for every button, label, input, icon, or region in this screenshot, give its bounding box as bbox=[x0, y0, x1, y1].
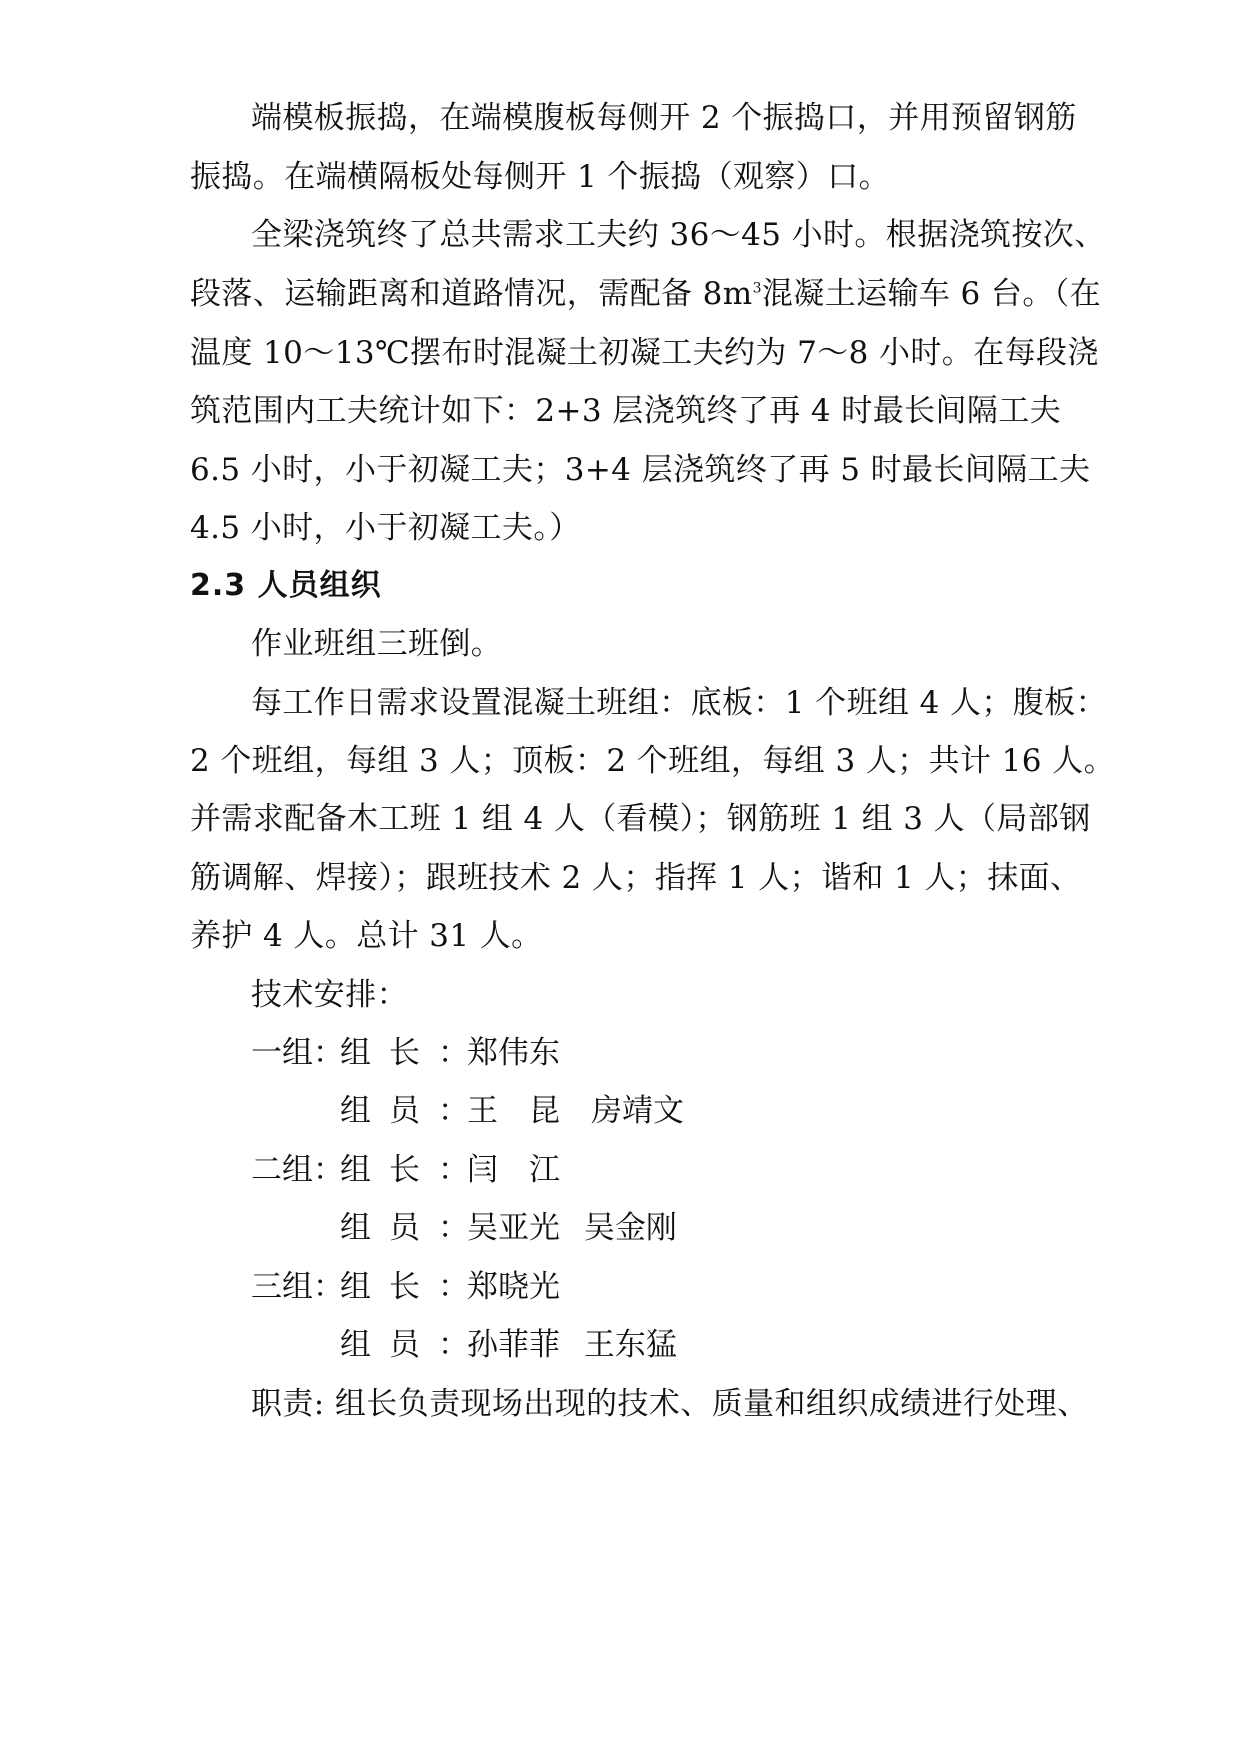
paragraph-line: 6.5 小时，小于初凝工夫；3+4 层浇筑终了再 5 时最长间隔工夫 bbox=[190, 452, 1091, 488]
paragraph-line: 全梁浇筑终了总共需求工夫约 36～45 小时。根据浇筑按次、 bbox=[251, 217, 1106, 253]
paragraph-line: 养护 4 人。总计 31 人。 bbox=[190, 918, 543, 954]
team-label: 三组： bbox=[251, 1269, 344, 1305]
paragraph-line: 并需求配备木工班 1 组 4 人（看模）；钢筋班 1 组 3 人（局部钢 bbox=[190, 801, 1091, 837]
arrangement-label: 技术安排： bbox=[251, 977, 408, 1013]
paragraph-line: 2 个班组，每组 3 人；顶板：2 个班组，每组 3 人；共计 16 人。 bbox=[190, 743, 1115, 779]
team-leader: 郑晓光 bbox=[467, 1269, 560, 1305]
duties-line: 职责: 组长负责现场出现的技术、质量和组织成绩进行处理、 bbox=[251, 1386, 1089, 1422]
paragraph-line: 筑范围内工夫统计如下：2+3 层浇筑终了再 4 时最长间隔工夫 bbox=[190, 393, 1062, 429]
paragraph-line: 作业班组三班倒。 bbox=[251, 626, 503, 662]
text-fragment: 混凝土运输车 6 台。（在 bbox=[761, 276, 1102, 312]
leader-role-label: 组长： bbox=[340, 1269, 487, 1305]
team-members: 孙菲菲 王东猛 bbox=[467, 1327, 677, 1363]
leader-role-label: 组长： bbox=[340, 1035, 487, 1071]
team-leader: 郑伟东 bbox=[467, 1035, 560, 1071]
section-heading: 2.3 人员组织 bbox=[190, 568, 382, 603]
team-members: 吴亚光 吴金刚 bbox=[467, 1210, 677, 1246]
paragraph-line: 端模板振捣，在端模腹板每侧开 2 个振捣口，并用预留钢筋 bbox=[251, 100, 1077, 136]
paragraph-line: 每工作日需求设置混凝土班组：底板：1 个班组 4 人；腹板： bbox=[251, 685, 1108, 721]
member-role-label: 组员： bbox=[340, 1327, 487, 1363]
paragraph-line: 筋调解、焊接）；跟班技术 2 人；指挥 1 人；谐和 1 人；抹面、 bbox=[190, 860, 1082, 896]
paragraph-line: 振捣。在端横隔板处每侧开 1 个振捣（观察）口。 bbox=[190, 159, 891, 195]
team-members: 王 昆 房靖文 bbox=[467, 1093, 684, 1129]
paragraph-line bbox=[190, 274, 1101, 314]
superscript: 3 bbox=[752, 280, 762, 297]
text-fragment: 段落、运输距离和道路情况，需配备 8m bbox=[190, 276, 753, 312]
team-label: 一组： bbox=[251, 1035, 344, 1071]
paragraph-line: 4.5 小时，小于初凝工夫。） bbox=[190, 510, 581, 546]
team-leader: 闫 江 bbox=[467, 1152, 560, 1188]
member-role-label: 组员： bbox=[340, 1210, 487, 1246]
team-label: 二组： bbox=[251, 1152, 344, 1188]
paragraph-line: 温度 10～13℃摆布时混凝土初凝工夫约为 7～8 小时。在每段浇 bbox=[190, 335, 1099, 371]
leader-role-label: 组长： bbox=[340, 1152, 487, 1188]
member-role-label: 组员： bbox=[340, 1093, 487, 1129]
